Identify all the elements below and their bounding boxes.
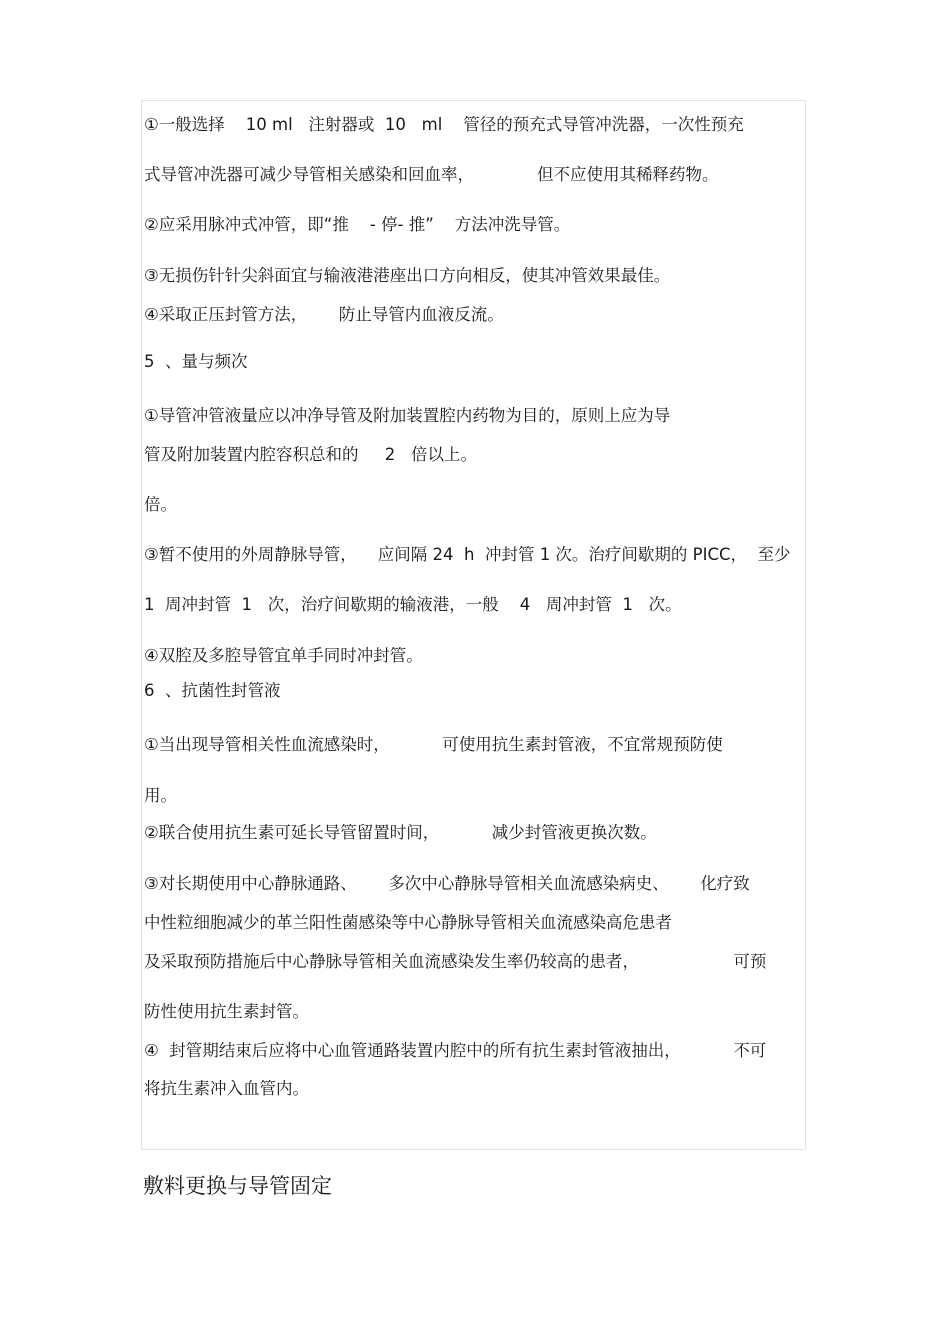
- text-line: ③暂不使用的外周静脉导管， 应间隔 24 h 冲封管 1 次。治疗间歇期的 PICC， 至少: [144, 545, 791, 564]
- text-line: 及采取预防措施后中心静脉导管相关血流感染发生率仍较高的患者， 可预: [144, 952, 767, 971]
- text-line: ④采取正压封管方法， 防止导管内血液反流。: [144, 305, 504, 324]
- section-number-6: 6 、抗菌性封管液: [144, 681, 281, 700]
- text-line: ②联合使用抗生素可延长导管留置时间， 减少封管液更换次数。: [144, 823, 657, 842]
- text-line: ①一般选择 10 ml 注射器或 10 ml 管径的预充式导管冲洗器，一次性预充: [144, 115, 744, 134]
- text-line: 防性使用抗生素封管。: [144, 1002, 309, 1021]
- text-line: ③无损伤针针尖斜面宜与输液港港座出口方向相反，使其冲管效果最佳。: [144, 266, 671, 285]
- text-line: 1 周冲封管 1 次，治疗间歇期的输液港，一般 4 周冲封管 1 次。: [144, 595, 682, 614]
- text-line: ①导管冲管液量应以冲净导管及附加装置腔内药物为目的，原则上应为导: [144, 406, 671, 425]
- section-number-5: 5 、量与频次: [144, 352, 248, 371]
- text-line: 将抗生素冲入血管内。: [144, 1079, 309, 1098]
- section-heading: 敷料更换与导管固定: [143, 1174, 332, 1198]
- text-line: ④双腔及多腔导管宜单手同时冲封管。: [144, 646, 423, 665]
- text-line: 中性粒细胞减少的革兰阳性菌感染等中心静脉导管相关血流感染高危患者: [144, 913, 672, 932]
- text-line: ①当出现导管相关性血流感染时， 可使用抗生素封管液，不宜常规预防使: [144, 735, 723, 754]
- text-line: ③对长期使用中心静脉通路、 多次中心静脉导管相关血流感染病史、 化疗致: [144, 874, 750, 893]
- content-frame: [141, 100, 806, 1150]
- text-line: 管及附加装置内腔容积总和的 2 倍以上。: [144, 445, 477, 464]
- text-line: ④ 封管期结束后应将中心血管通路装置内腔中的所有抗生素封管液抽出， 不可: [144, 1041, 767, 1060]
- text-line: 式导管冲洗器可减少导管相关感染和回血率， 但不应使用其稀释药物。: [144, 165, 719, 184]
- text-line: 用。: [144, 786, 177, 805]
- text-line: ②应采用脉冲式冲管，即“推 - 停- 推” 方法冲洗导管。: [144, 215, 571, 234]
- text-line: 倍。: [144, 495, 177, 514]
